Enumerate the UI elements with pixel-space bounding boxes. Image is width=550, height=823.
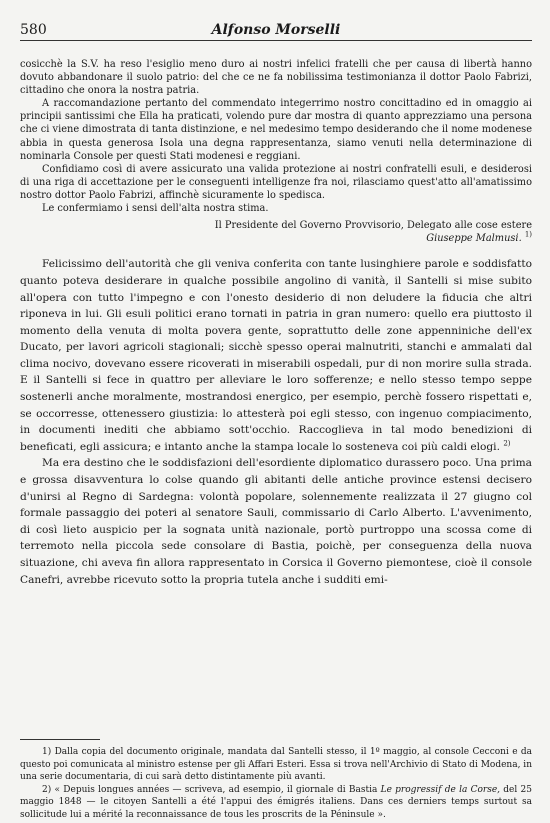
quoted-letter [20,58,532,245]
signature-line [20,232,532,245]
page-number: 580 [20,22,47,38]
footnote-journal-title: Le progressif de la Corse, [380,784,501,795]
letter-paragraph: Confidiamo così di avere assicurato una valida protezione ai nostri confratelli esuli, e desiderosi di una riga di accettazione per le conseguenti intelligenze fra noi, rilasciamo quest'atto all'amatissimo nostro dottor Paolo Fabrizi, affinchè sicuramente lo spedisca. [20,163,532,201]
footnote-ref: 1) [524,230,532,239]
signature-role: Il Presidente del Governo Provvisorio, Delegato alle cose estere [214,220,532,232]
footnote-text: del 25 maggio 1848 — le citoyen Santelli a été l'appui des émigrés italiens. Dans ces derniers temps surtout sa sollicitude lui a mérité la reconnaissance de tous les proscrits de la Péninsule ». [20,784,532,820]
footnote-mark: 2) [42,784,52,795]
body-text [20,58,532,588]
running-title: Alfonso Morselli [211,22,341,38]
footnote-1 [20,746,532,784]
running-header [20,22,532,41]
footnotes [20,739,532,822]
footnote-mark: 1) [42,747,52,757]
main-paragraph: Ma era destino che le soddisfazioni dell'esordiente diplomatico durassero poco. Una prima e grossa disavventura lo colse quando gli abitanti delle antiche province estensi decisero d'unirsi al Regno di Sardegna: volontà popolare, solennemente realizzata il 27 giugno col formale passaggio dei poteri al senatore Sauli, commissario di Carlo Alberto. L'avvenimento, di così lieto auspicio per la sognata unità nazionale, portò purtroppo una scossa come di terremoto nella piccola sede consolare di Bastia, poichè, per conseguenza della nuova situazione, chi aveva fin allora rappresentato in Corsica il Governo piemontese, cioè il console Canefri, avrebbe ricevuto sotto la propria tutela anche i sudditi emi- [20,457,532,586]
letter-paragraph: cosicchè la S.V. ha reso l'esiglio meno duro ai nostri infelici fratelli che per causa di libertà hanno dovuto abbandonare il suolo patrio: del che ce ne fa nobilissima testimonianza il dottor Paolo Fabrizi, cittadino che onora la nostra patria. [20,59,532,97]
main-paragraph-text: Felicissimo dell'autorità che gli veniva conferita con tante lusinghiere parole e soddisfatto quanto poteva desiderare in qualche possibile angolino di vanità, il Santelli si mise subito all'opera con tutto l'impegno e con l'onesto desiderio di non deludere la fiducia che altri riponeva in lui. Gli esuli politici erano tornati in patria in gran numero: quello era piuttosto il momento della venuta di molta povera gente, soprattutto delle zone appenniniche dell'ex Ducato, per lavori agricoli stagionali; sicchè spesso operai malnutriti, stanchi e ammalati dal clima nocivo, dovevano essere ricoverati in miserabili ospedali, pur di non morire sulla strada. E il Santelli si fece in quattro per alleviare le loro sofferenze; e nello stesso tempo seppe sostenerli anche moralmente, mostrandosi energico, per esempio, perchè fossero rispettati e, se occorresse, ottenessero giustizia: lo attesterà poi egli stesso, con ingenuo compiacimento, in documenti inediti che abbiamo sott'occhio. Raccoglieva in tal modo benedizioni di beneficati, egli assicura; e intanto anche la stampa locale lo sosteneva coi più caldi elogi. [20,258,532,453]
footnote-text: « Depuis longues années — scriveva, ad esempio, il giornale di Bastia [54,784,381,795]
main-paragraph [20,256,532,455]
signature-name: Giuseppe Malmusi. [426,233,522,245]
letter-paragraph: A raccomandazione pertanto del commendato integerrimo nostro concittadino ed in omaggio ai principii santissimi che Ella ha praticati, volendo pure dar mostra di quanto apprezziamo una persona che ci viene dimostrata di tanta distinzione, e nel medesimo tempo desiderando che il nome modenese abbia in questa generosa Isola una degna rappresentanza, siamo venuti nella determinazione di nominarla Console per questi Stati modenesi e reggiani. [20,98,532,162]
letter-closing: Le confermiamo i sensi dell'alta nostra stima. [42,203,269,215]
footnote-text: Dalla copia del documento originale, mandata dal Santelli stesso, il 1º maggio, al console Cecconi e da questo poi comunicata al ministro estense per gli Affari Esteri. Essa si trova nell'Archivio di Stato di Modena, in una serie documentaria, di cui sarà detto distintamente più avanti. [20,747,532,783]
footnote-ref: 2) [503,439,511,448]
footnote-2 [20,784,532,822]
footnote-rule [20,739,100,740]
